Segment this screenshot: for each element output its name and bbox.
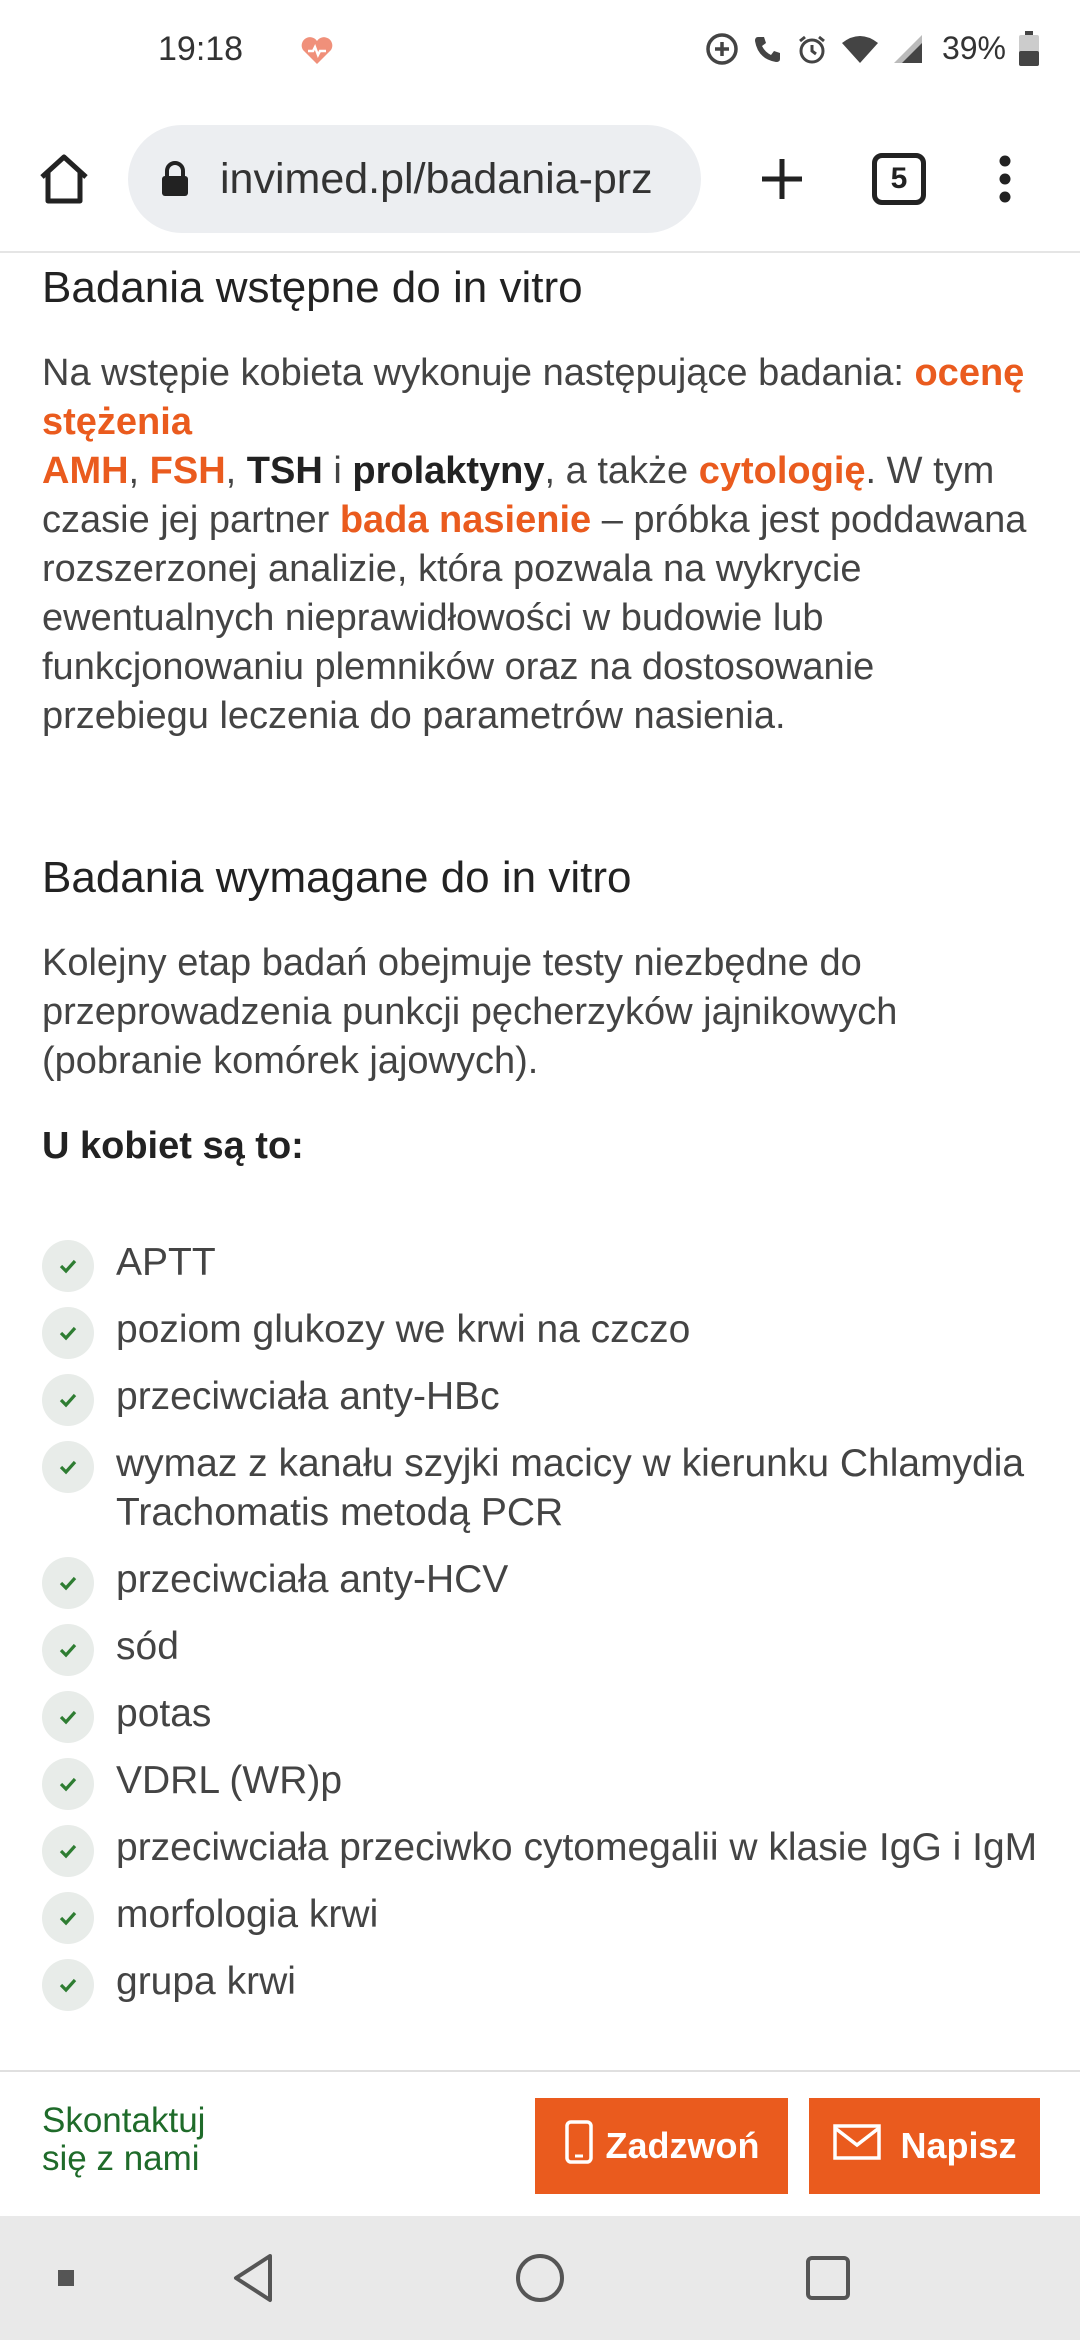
p1-text: , a także xyxy=(544,450,699,492)
section-title-initial-tests: Badania wstępne do in vitro xyxy=(42,263,583,312)
browser-toolbar xyxy=(0,105,1080,253)
link-fsh[interactable]: FSH xyxy=(149,450,226,492)
list-item xyxy=(42,1957,1042,2006)
required-tests-paragraph: Kolejny etap badań obejmuje testy niezbędne do przeprowadzenia punkcji pęcherzyków jajnikowych (pobranie komórek jajowych). xyxy=(42,942,898,1082)
lock-icon xyxy=(160,161,190,197)
p1-text: . W tym czasie jej partner xyxy=(42,450,995,541)
battery-icon xyxy=(1018,31,1040,67)
list-item xyxy=(42,1823,1042,1872)
list-item-label: wymaz z kanału szyjki macicy w kierunku Chlamydia Trachomatis metodą PCR xyxy=(116,1442,1025,1534)
link-hormone-assessment[interactable]: ocenę stężenia xyxy=(42,352,1025,443)
list-item-label: poziom glukozy we krwi na czczo xyxy=(116,1308,691,1351)
list-item xyxy=(42,1372,1042,1421)
list-item xyxy=(42,1622,1042,1671)
back-icon[interactable] xyxy=(230,2252,276,2309)
women-tests-heading: U kobiet są to: xyxy=(42,1125,304,1167)
more-vert-icon[interactable] xyxy=(990,149,1020,209)
signal-icon xyxy=(892,33,924,65)
tabs-icon[interactable]: 5 xyxy=(872,153,926,205)
check-icon xyxy=(42,1441,94,1493)
list-item xyxy=(42,1555,1042,1604)
link-cytology[interactable]: cytologię xyxy=(698,450,866,492)
data-saver-icon xyxy=(704,31,740,67)
alarm-icon xyxy=(796,33,828,65)
heart-icon xyxy=(300,36,334,66)
call-button[interactable] xyxy=(535,2098,788,2194)
check-icon xyxy=(42,1758,94,1810)
contact-prompt[interactable] xyxy=(42,2102,205,2178)
p1-sep: , xyxy=(225,450,247,492)
section-title-required-tests: Badania wymagane do in vitro xyxy=(42,853,632,902)
battery-percent: 39% xyxy=(941,30,1006,66)
list-item-label: przeciwciała anty-HCV xyxy=(116,1558,509,1601)
contact-text-line1: Skontaktuj xyxy=(42,2101,206,2140)
mail-icon xyxy=(832,2123,882,2170)
write-button[interactable] xyxy=(809,2098,1040,2194)
phone-icon xyxy=(564,2120,594,2173)
home-icon[interactable] xyxy=(34,149,94,209)
check-icon xyxy=(42,1307,94,1359)
check-icon xyxy=(42,1892,94,1944)
nav-dot-icon xyxy=(58,2270,74,2286)
status-bar xyxy=(0,0,1080,105)
check-icon xyxy=(42,1691,94,1743)
p1-text: Na wstępie kobieta wykonuje następujące badania: xyxy=(42,352,915,394)
recent-apps-icon[interactable] xyxy=(804,2254,852,2307)
contact-bar xyxy=(0,2070,1080,2216)
call-button-label: Zadzwoń xyxy=(605,2125,760,2166)
link-amh[interactable]: AMH xyxy=(42,450,129,492)
wifi-call-icon xyxy=(752,33,784,65)
list-item-label: sód xyxy=(116,1625,179,1668)
write-button-label: Napisz xyxy=(900,2125,1017,2166)
list-item-label: potas xyxy=(116,1692,212,1735)
p1-sep: i xyxy=(322,450,353,492)
p1-sep: , xyxy=(128,450,150,492)
list-item xyxy=(42,1439,1042,1537)
list-item-label: przeciwciała przeciwko cytomegalii w klasie IgG i IgM xyxy=(116,1826,1038,1869)
url-text: invimed.pl/badania-prz xyxy=(220,155,653,203)
check-icon xyxy=(42,1959,94,2011)
check-icon xyxy=(42,1624,94,1676)
home-circle-icon[interactable] xyxy=(514,2252,566,2309)
wifi-icon xyxy=(840,33,880,65)
contact-text-line2: się z nami xyxy=(42,2139,200,2178)
list-item xyxy=(42,1305,1042,1354)
list-item xyxy=(42,1890,1042,1939)
list-item xyxy=(42,1756,1042,1805)
plus-icon[interactable] xyxy=(752,149,812,209)
list-item xyxy=(42,1689,1042,1738)
tsh-text: TSH xyxy=(246,450,323,492)
check-icon xyxy=(42,1825,94,1877)
checklist xyxy=(42,1238,1042,2024)
status-icons xyxy=(704,30,1040,67)
check-icon xyxy=(42,1240,94,1292)
list-item-label: grupa krwi xyxy=(116,1960,296,2003)
status-time: 19:18 xyxy=(158,30,244,68)
list-item-label: VDRL (WR)p xyxy=(116,1759,343,1802)
system-nav-bar xyxy=(0,2216,1080,2340)
check-icon xyxy=(42,1557,94,1609)
check-icon xyxy=(42,1374,94,1426)
address-bar[interactable] xyxy=(128,125,701,233)
page-content xyxy=(0,253,1080,2070)
list-item xyxy=(42,1238,1042,1287)
prolactin-text: prolaktyny xyxy=(352,450,545,492)
list-item-label: APTT xyxy=(116,1241,216,1284)
intro-paragraph xyxy=(42,349,1042,741)
p1-text: – próbka jest poddawana rozszerzonej analizie, która pozwala na wykrycie ewentualnych nieprawidłowości w budowie lub funkcjonowaniu plemników oraz na dostosowanie przebiegu leczenia do parametrów nasienia. xyxy=(42,499,1027,737)
list-item-label: morfologia krwi xyxy=(116,1893,379,1936)
list-item-label: przeciwciała anty-HBc xyxy=(116,1375,500,1418)
link-semen-analysis[interactable]: bada nasienie xyxy=(339,499,592,541)
